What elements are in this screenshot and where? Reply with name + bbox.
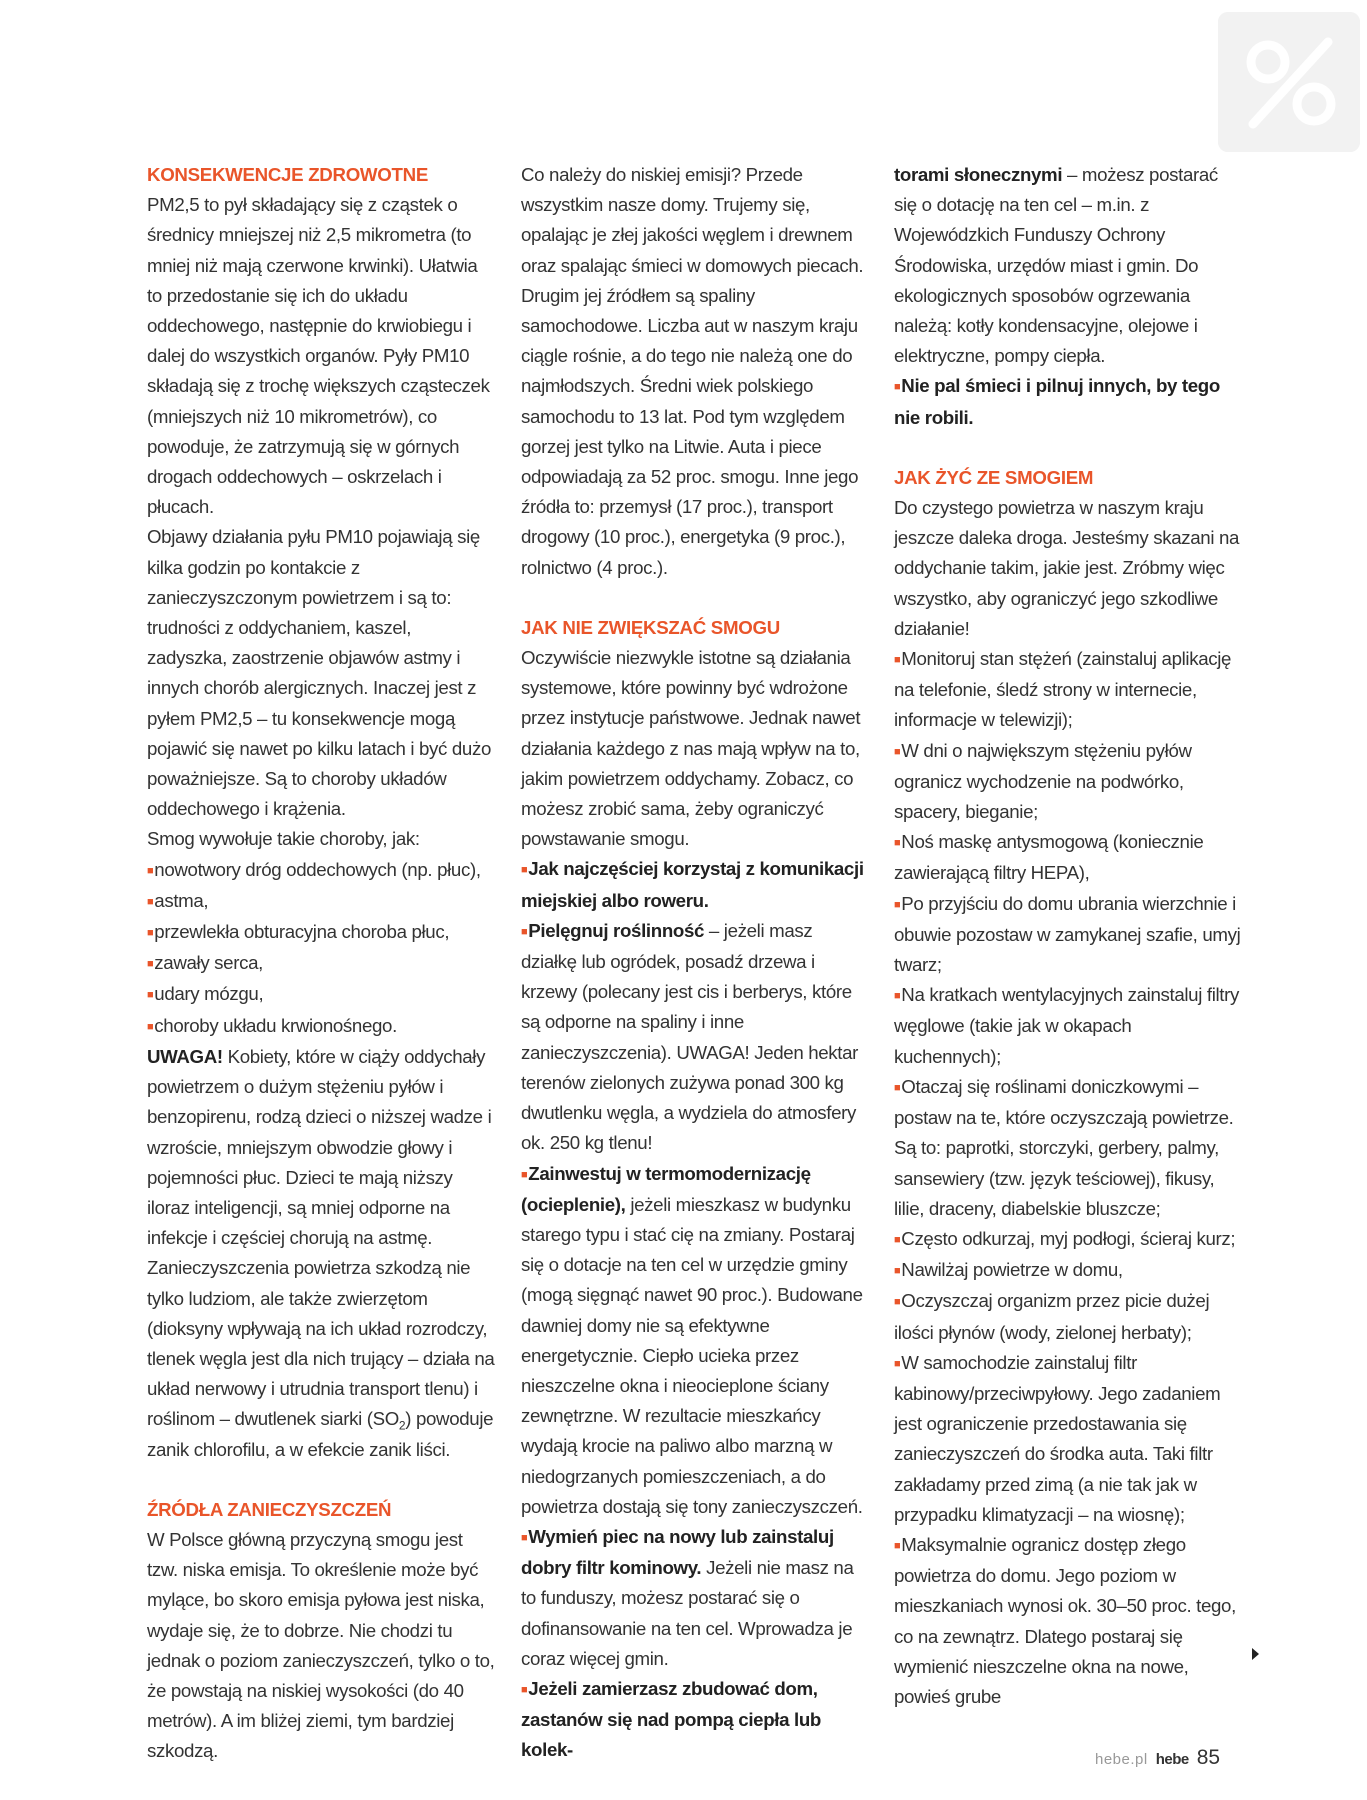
paragraph: Objawy działania pyłu PM10 pojawiają się kilka godzin po kontakcie z zanieczyszczonym powietrzem i są to: trudności z oddychaniem, kaszel, zadyszka, zaostrzenie objawów astmy i innych chorób alergicznych. Inaczej jest z pyłem PM2,5 – tu konsekwencje mogą pojawić się nawet po kilku latach i być dużo poważniejsze. Są to choroby układów oddechowego i krążenia. <box>147 526 492 820</box>
paragraph: torami słonecznymi – możesz postarać się o dotację na ten cel – m.in. z Wojewódzkich Funduszy Ochrony Środowiska, urzędów miast i gmin. Do ekologicznych sposobów ogrzewania należą: kotły kondensacyjne, olejowe i elektryczne, pompy ciepła. <box>894 164 1218 367</box>
bullet-square-icon: ■ <box>147 958 154 971</box>
bullet-square-icon: ■ <box>147 864 154 877</box>
paragraph: Oczywiście niezwykle istotne są działania systemowe, które powinny być wdrożone przez instytucje państwowe. Jednak nawet działania każdego z nas mają wpływ na to, jakim powietrzem oddychamy. Zobacz, co możesz zrobić sama, żeby ograniczyć powstawanie smogu. <box>521 647 861 850</box>
list-item: ■zawały serca, <box>147 952 263 974</box>
tip-item: ■Zainwestuj w termomodernizację (ocieplenie), jeżeli mieszkasz w budynku starego typu i stać cię na zmiany. Postaraj się o dotacje na ten cel w urzędzie gminy (mogą sięgnąć nawet 90 proc.). Budowane dawniej domy nie są efektywne energetycznie. Ciepło ucieka przez nieszczelne okna i nieocieplone ściany zewnętrzne. W rezultacie mieszkańcy wydają krocie na paliwo albo marzną w niedogrzanych pomieszczeniach, a do powietrza dostają się tony zanieczyszczeń. <box>521 1162 863 1517</box>
page-number: 85 <box>1196 1746 1221 1769</box>
bullet-square-icon: ■ <box>521 1531 528 1544</box>
bullet-square-icon: ■ <box>894 1296 901 1309</box>
bullet-square-icon: ■ <box>894 1357 901 1370</box>
list-item: ■astma, <box>147 889 209 911</box>
bullet-square-icon: ■ <box>894 837 901 850</box>
tip-item: ■Wymień piec na nowy lub zainstaluj dobry filtr kominowy. Jeżeli nie masz na to funduszy, możesz postarać się o dofinansowanie na ten cel. Wprowadza je coraz więcej gmin. <box>521 1525 854 1669</box>
bullet-square-icon: ■ <box>894 1539 901 1552</box>
column-2 <box>521 160 866 1766</box>
warning-paragraph: UWAGA! Kobiety, które w ciąży oddychały powietrzem o dużym stężeniu pyłów i benzopirenu, rodzą dzieci o niższej wadze i wzroście, mniejszym obwodzie głowy i pojemności płuc. Dzieci te mają niższy iloraz inteligencji, są mniej odporne na infekcje i częściej chorują na astmę. <box>147 1045 492 1249</box>
warning-label: UWAGA! <box>147 1045 223 1067</box>
bullet-square-icon: ■ <box>894 654 901 667</box>
tip-item: ■Jak najczęściej korzystaj z komunikacji miejskiej albo roweru. <box>521 858 864 911</box>
list-item: ■Monitoruj stan stężeń (zainstaluj aplikację na telefonie, śledź strony w internecie, informacje w telewizji); <box>894 648 1232 731</box>
bullet-square-icon: ■ <box>521 1168 528 1181</box>
heading-health-consequences: KONSEKWENCJE ZDROWOTNE <box>147 164 428 185</box>
list-item: ■Po przyjściu do domu ubrania wierzchnie i obuwie pozostaw w zamykanej szafie, umyj twarz; <box>894 892 1241 976</box>
list-item: ■W dni o największym stężeniu pyłów ogranicz wychodzenie na podwórko, spacery, bieganie; <box>894 739 1192 823</box>
bullet-square-icon: ■ <box>894 1265 901 1278</box>
footer-brand: hebe <box>1155 1751 1189 1768</box>
paragraph: Do czystego powietrza w naszym kraju jeszcze daleka droga. Jesteśmy skazani na oddychanie takim, jakie jest. Zróbmy więc wszystko, aby ograniczyć jego szkodliwe działanie! <box>894 497 1240 639</box>
tip-item: ■Nie pal śmieci i pilnuj innych, by tego nie robili. <box>894 375 1220 428</box>
bullet-square-icon: ■ <box>521 925 528 938</box>
bullet-square-icon: ■ <box>894 898 901 911</box>
tip-item: ■Pielęgnuj roślinność – jeżeli masz działkę lub ogródek, posadź drzewa i krzewy (polecany jest cis i berberys, które są odporne na spaliny i inne zanieczyszczenia). UWAGA! Jeden hektar terenów zielonych zużywa ponad 300 kg dwutlenku węgla, a wydziela do atmosfery ok. 250 kg tlenu! <box>521 919 859 1154</box>
list-item: ■Oczyszczaj organizm przez picie dużej ilości płynów (wody, zielonej herbaty); <box>894 1290 1210 1343</box>
arrow-right-icon <box>1252 1648 1259 1660</box>
column-1 <box>147 160 495 1767</box>
bullet-square-icon: ■ <box>521 864 528 877</box>
bullet-square-icon: ■ <box>147 927 154 940</box>
list-item: ■Nawilżaj powietrze w domu, <box>894 1259 1123 1281</box>
page-footer <box>1095 1746 1220 1774</box>
bullet-square-icon: ■ <box>894 745 901 758</box>
bullet-square-icon: ■ <box>894 381 901 394</box>
paragraph: W Polsce główną przyczyną smogu jest tzw. niska emisja. To określenie może być mylące, bo skoro emisja pyłowa jest niska, wydaje się, że to dobrze. Nie chodzi tu jednak o poziom zanieczyszczeń, tylko o to, że powstają na niskiej wysokości (do 40 metrów). A im bliżej ziemi, tym bardziej szkodzą. <box>147 1528 495 1762</box>
column-3 <box>894 160 1241 1712</box>
heading-pollution-sources: ŹRÓDŁA ZANIECZYSZCZEŃ <box>147 1498 392 1520</box>
list-item: ■W samochodzie zainstaluj filtr kabinowy/przeciwpyłowy. Jego zadaniem jest ograniczenie przedostawania się zanieczyszczeń do środka auta. Taki filtr zakładamy przed zimą (a nie tak jak w przypadku klimatyzacji – na wiosnę); <box>894 1351 1221 1525</box>
bullet-square-icon: ■ <box>147 989 154 1002</box>
heading-reduce-smog: JAK NIE ZWIĘKSZAĆ SMOGU <box>521 616 780 638</box>
percent-sign-icon <box>1218 12 1360 152</box>
list-item: ■przewlekła obturacyjna choroba płuc, <box>147 921 450 943</box>
tip-item: ■Jeżeli zamierzasz zbudować dom, zastanów się nad pompą ciepła lub kolek- <box>521 1677 821 1761</box>
list-item: ■choroby układu krwionośnego. <box>147 1014 397 1036</box>
list-item: ■Na kratkach wentylacyjnych zainstaluj filtry węglowe (takie jak w okapach kuchennych); <box>894 984 1240 1067</box>
paragraph: Zanieczyszczenia powietrza szkodzą nie tylko ludziom, ale także zwierzętom (dioksyny wpływają na ich układ rozrodczy, tlenek węgla jest dla nich trujący – działa na układ nerwowy i utrudnia transport tlenu) i roślinom – dwutlenek siarki $(SO_2)$ powoduje zanik chlorofilu, a w efekcie zanik liści. <box>147 1257 495 1460</box>
bullet-square-icon: ■ <box>147 895 154 908</box>
list-item: ■Często odkurzaj, myj podłogi, ścieraj kurz; <box>894 1227 1236 1249</box>
list-item: ■Maksymalnie ogranicz dostęp złego powietrza do domu. Jego poziom w mieszkaniach wynosi ok. 30–50 proc. tego, co na zewnątrz. Dlatego postaraj się wymienić nieszczelne okna na nowe, powieś grube <box>894 1533 1236 1707</box>
bullet-square-icon: ■ <box>894 1233 901 1246</box>
bullet-square-icon: ■ <box>894 1081 901 1094</box>
paragraph: Smog wywołuje takie choroby, jak: <box>147 828 420 850</box>
footer-url: hebe.pl <box>1095 1751 1148 1768</box>
list-item: ■udary mózgu, <box>147 983 264 1005</box>
bullet-square-icon: ■ <box>894 990 901 1003</box>
bullet-square-icon: ■ <box>521 1683 528 1696</box>
paragraph: Co należy do niskiej emisji? Przede wszystkim nasze domy. Trujemy się, opalając je złej jakości węglem i drewnem oraz spalając śmieci w domowych piecach. Drugim jej źródłem są spaliny samochodowe. Liczba aut w naszym kraju ciągle rośnie, a do tego nie należą one do najmłodszych. Średni wiek polskiego samochodu to 13 lat. Pod tym względem gorzej jest tylko na Litwie. Auta i piece odpowiadają za 52 proc. smogu. Inne jego źródła to: przemysł (17 proc.), transport drogowy (10 proc.), energetyka (9 proc.), rolnictwo (4 proc.). <box>521 164 864 578</box>
bullet-square-icon: ■ <box>147 1020 154 1033</box>
heading-living-with-smog: JAK ŻYĆ ZE SMOGIEM <box>894 466 1094 488</box>
paragraph: PM2,5 to pył składający się z cząstek o średnicy mniejszej niż 2,5 mikrometra (to mniej niż mają czerwone krwinki). Ułatwia to przedostanie się ich do układu oddechowego, następnie do krwiobiegu i dalej do wszystkich organów. Pyły PM10 składają się z trochę większych cząsteczek (mniejszych niż 10 mikrometrów), co powoduje, że zatrzymują się w górnych drogach oddechowych – oskrzelach i płucach. <box>147 194 490 518</box>
percent-logo <box>1218 12 1360 152</box>
list-item: ■nowotwory dróg oddechowych (np. płuc), <box>147 858 481 880</box>
list-item: ■Noś maskę antysmogową (koniecznie zawierającą filtry HEPA), <box>894 831 1204 884</box>
list-item: ■Otaczaj się roślinami doniczkowymi – postaw na te, które oczyszczają powietrze. Są to: paprotki, storczyki, gerbery, palmy, sansewiery (tzw. język teściowej), fikusy, lilie, draceny, diabelskie bluszcze; <box>894 1075 1234 1219</box>
